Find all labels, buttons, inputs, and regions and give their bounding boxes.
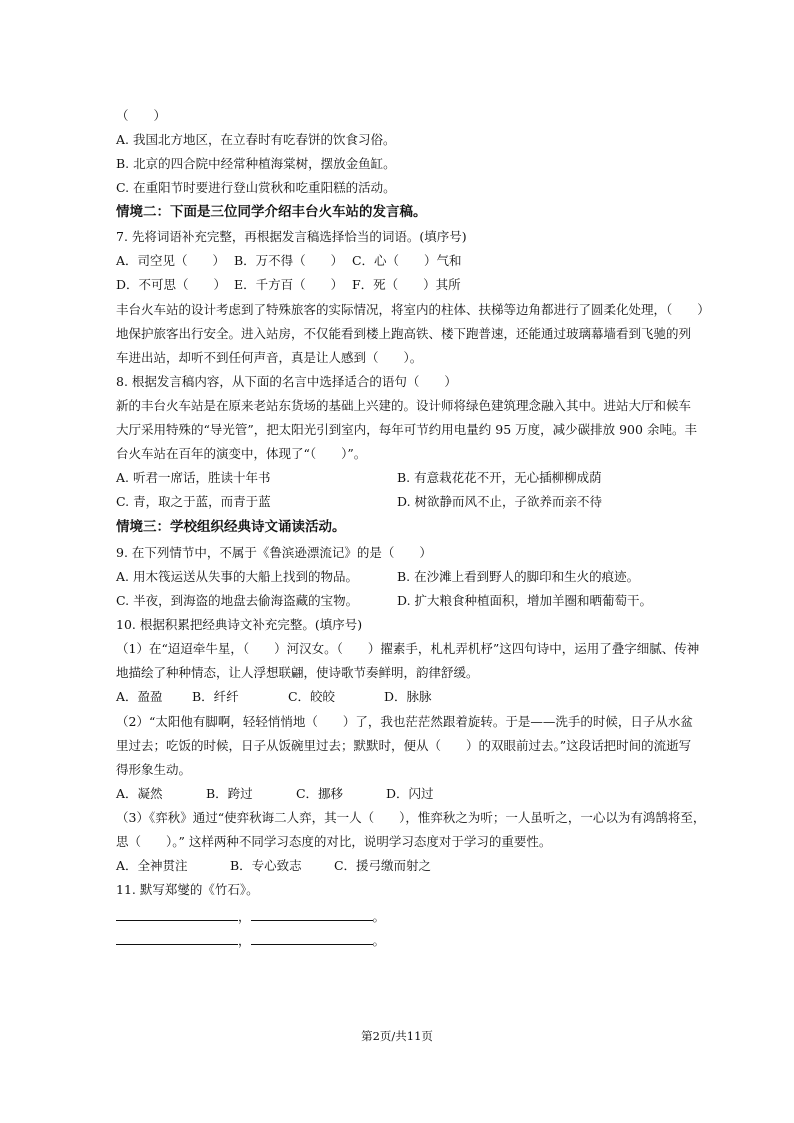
- q6-paren: （ ）: [116, 108, 167, 123]
- q11-stem: 11. 默写郑燮的《竹石》。: [116, 882, 259, 897]
- q10-sub2-option-a: A．凝然: [116, 786, 163, 801]
- q10-sub2-line2: 里过去；吃饭的时候，日子从饭碗里过去；默默时，便从（ ）的双眼前过去。”这段话把时间的流逝写: [116, 738, 692, 753]
- q6-option-b: B. 北京的四合院中经常种植海棠树，摆放金鱼缸。: [116, 156, 396, 171]
- q10-sub2-option-d: D．闪过: [385, 786, 434, 801]
- q10-sub3-option-a: A．全神贯注: [116, 858, 188, 873]
- q10-sub1-option-a: A．盈盈: [116, 689, 163, 704]
- q9-option-a: A. 用木筏运送从失事的大船上找到的物品。: [116, 569, 358, 584]
- q10-sub3-option-b: B．专心致志: [229, 858, 302, 873]
- q8-passage-line1: 新的丰台火车站是在原来老站东货场的基础上兴建的。设计师将绿色建筑理念融入其中。进站大厅和候车: [116, 398, 692, 413]
- q7-option-a: A．司空见（ ）: [116, 253, 226, 268]
- q7-stem: 7. 先将词语补充完整，再根据发言稿选择恰当的词语。(填序号): [116, 229, 467, 244]
- answer-blank[interactable]: [116, 908, 238, 921]
- q7-passage-line2: 地保护旅客出行安全。进入站房，不仅能看到楼上跑高铁、楼下跑普速，还能通过玻璃幕墙看到飞驰的列: [116, 326, 692, 341]
- q10-sub2-option-c: C．挪移: [295, 786, 344, 801]
- q7-option-b: B．万不得（ ）: [233, 253, 344, 268]
- q6-option-a: A. 我国北方地区，在立春时有吃春饼的饮食习俗。: [116, 132, 396, 147]
- q7-passage-line1: 丰台火车站的设计考虑到了特殊旅客的实际情况，将室内的柱体、扶梯等边角都进行了圆柔化处理，（ ）: [116, 302, 710, 317]
- answer-blank[interactable]: [116, 932, 238, 945]
- q8-stem: 8. 根据发言稿内容，从下面的名言中选择适合的语句（ ）: [116, 374, 457, 389]
- q10-sub2-line1: （2）“太阳他有脚啊，轻轻悄悄地（ ）了，我也茫茫然跟着旋转。于是——洗手的时候，日子从水盆: [116, 714, 693, 729]
- comma: ，: [238, 909, 251, 924]
- q9-option-c: C. 半夜，到海盗的地盘去偷海盗藏的宝物。: [116, 593, 359, 608]
- q10-sub3-line1: （3）《弈秋》通过“使弈秋诲二人弈，其一人（ ），惟弈秋之为听；一人虽听之，一心以为有鸿鹄将至，: [116, 810, 706, 825]
- q10-sub1-options: [116, 689, 431, 705]
- q10-sub3-options: [116, 858, 431, 874]
- q7-option-c: C．心（ ）气和: [351, 253, 462, 268]
- comma: ，: [238, 933, 251, 948]
- q10-sub1-line2: 地描绘了种种情态，让人浮想联翩，使诗歌节奏鲜明，韵律舒缓。: [116, 665, 479, 680]
- q9-stem: 9. 在下列情节中，不属于《鲁滨逊漂流记》的是（ ）: [116, 545, 432, 560]
- situation3-heading: 情境三：学校组织经典诗文诵读活动。: [116, 519, 346, 535]
- q9-option-b: B. 在沙滩上看到野人的脚印和生火的痕迹。: [397, 569, 640, 584]
- q10-sub1-option-d: D．脉脉: [383, 689, 432, 704]
- q7-option-d: D．不可思（ ）: [116, 277, 227, 292]
- q7-option-e: E．千方百（ ）: [233, 277, 344, 292]
- q9-option-d: D. 扩大粮食种植面积，增加羊圈和晒葡萄干。: [397, 593, 653, 608]
- q10-sub3-option-c: C．援弓缴而射之: [333, 858, 432, 873]
- q10-stem: 10. 根据积累把经典诗文补充完整。(填序号): [116, 617, 363, 632]
- period: 。: [372, 909, 386, 924]
- q8-option-a: A. 听君一席话，胜读十年书: [116, 470, 271, 485]
- q10-sub2-option-b: B．跨过: [205, 786, 253, 801]
- q10-sub2-line3: 得形象生动。: [116, 762, 192, 777]
- q7-passage-line3: 车进出站，却听不到任何声音，真是让人感到（ ）。: [116, 350, 423, 365]
- situation2-heading: 情境二：下面是三位同学介绍丰台火车站的发言稿。: [116, 204, 427, 220]
- q7-options-row1: [116, 253, 462, 269]
- q7-option-f: F．死（ ）其所: [351, 277, 461, 292]
- answer-blank[interactable]: [251, 908, 373, 921]
- q11-answer-line1: [116, 908, 385, 925]
- q10-sub1-option-b: B．纤纤: [191, 689, 239, 704]
- q8-option-c: C. 青，取之于蓝，而青于蓝: [116, 494, 271, 509]
- period: 。: [372, 933, 386, 948]
- q8-passage-line3: 台火车站在百年的演变中，体现了“（ ）”。: [116, 446, 367, 461]
- q10-sub1-option-c: C．皎皎: [287, 689, 336, 704]
- q10-sub3-line2: 思（ ）。” 这样两种不同学习态度的对比，说明学习态度对于学习的重要性。: [116, 834, 552, 849]
- q7-options-row2: [116, 277, 461, 293]
- q8-option-d: D. 树欲静而风不止，子欲养而亲不待: [397, 494, 603, 509]
- q10-sub2-options: [116, 786, 433, 802]
- page-number-footer: 第2页/共11页: [361, 1029, 433, 1043]
- answer-blank[interactable]: [251, 932, 373, 945]
- q10-sub1-line1: （1）在“迢迢牵牛星，（ ）河汉女。（ ）擢素手，札札弄机杼”这四句诗中，运用了叠字细腻、传神: [116, 641, 700, 656]
- q11-answer-line2: [116, 932, 385, 949]
- q8-option-b: B. 有意栽花花不开，无心插柳柳成荫: [397, 470, 602, 485]
- q8-passage-line2: 大厅采用特殊的“导光管”，把太阳光引到室内，每年可节约用电量约 95 万度，减少碳排放 900 余吨。丰: [116, 422, 697, 437]
- q6-option-c: C. 在重阳节时要进行登山赏秋和吃重阳糕的活动。: [116, 180, 396, 195]
